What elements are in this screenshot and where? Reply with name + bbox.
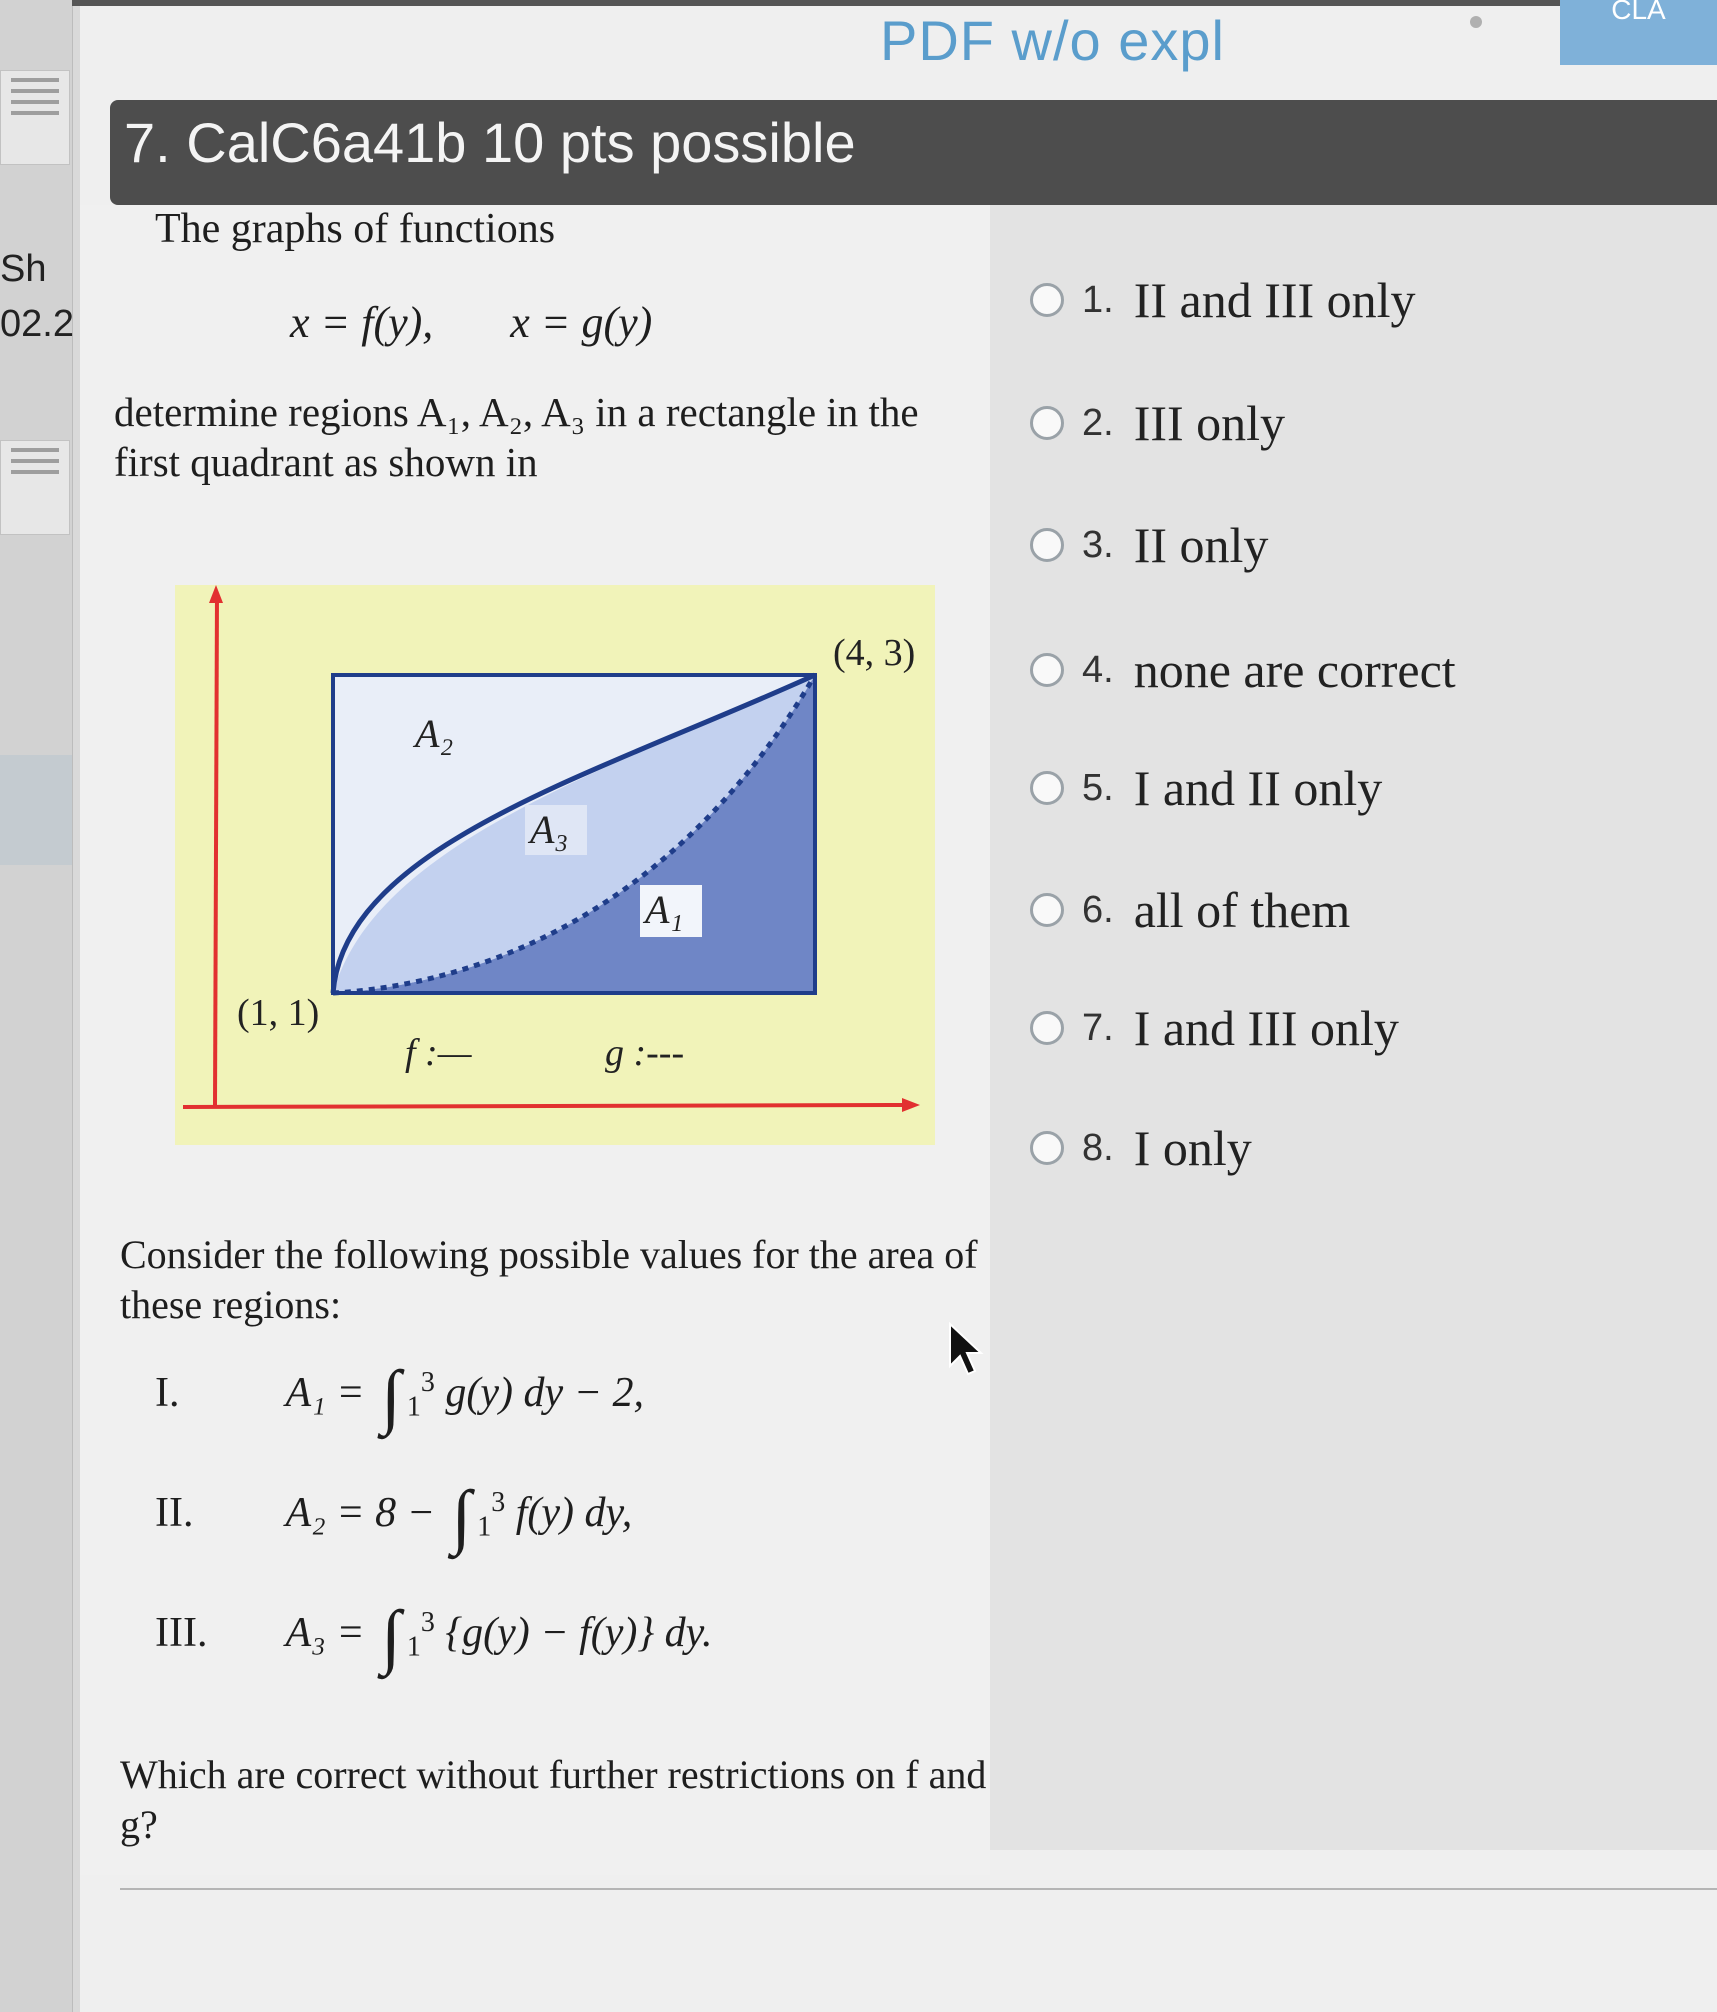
answer-number: 8. bbox=[1082, 1126, 1114, 1169]
answer-text: I only bbox=[1133, 1120, 1252, 1176]
intro-text: The graphs of functions bbox=[155, 206, 556, 252]
slide-thumbnail[interactable] bbox=[0, 440, 70, 535]
answer-number: 3. bbox=[1082, 523, 1114, 566]
bottom-divider bbox=[120, 1888, 1717, 1890]
radio-button[interactable] bbox=[1030, 283, 1064, 317]
statement-lhs: A₃ = bbox=[285, 1610, 365, 1656]
integral-upper: 3 bbox=[491, 1487, 506, 1518]
statement-lhs: A₂ = 8 − bbox=[285, 1490, 435, 1536]
question-header-bar bbox=[110, 100, 1717, 205]
sidebar-text-2: 02.2 bbox=[0, 303, 74, 345]
corner-label-top-right: (4, 3) bbox=[833, 632, 916, 674]
integral-sign: ∫ bbox=[381, 1356, 401, 1436]
answer-option-6[interactable] bbox=[1030, 880, 1350, 940]
top-tab[interactable]: CLA bbox=[1560, 0, 1717, 65]
answer-text: II and III only bbox=[1133, 272, 1416, 328]
integral-lower: 1 bbox=[477, 1511, 492, 1543]
legend-g: g :--- bbox=[605, 1032, 685, 1074]
function-definitions: x = f(y), x = g(y) bbox=[290, 298, 653, 347]
answer-number: 6. bbox=[1082, 888, 1114, 931]
consider-text: Consider the following possible values for the area of these regions: bbox=[120, 1232, 978, 1327]
answer-text: all of them bbox=[1133, 882, 1351, 938]
statement-1 bbox=[155, 1355, 644, 1438]
which-text: Which are correct without further restrictions on f and g? bbox=[120, 1752, 987, 1847]
radio-button[interactable] bbox=[1030, 771, 1064, 805]
answer-option-2[interactable] bbox=[1030, 393, 1285, 453]
answer-option-8[interactable] bbox=[1030, 1118, 1252, 1178]
statement-2 bbox=[155, 1475, 632, 1558]
integral-lower: 1 bbox=[406, 1631, 421, 1663]
top-strip bbox=[72, 0, 1717, 6]
answer-option-4[interactable] bbox=[1030, 640, 1456, 700]
answer-option-5[interactable] bbox=[1030, 758, 1382, 818]
statement-numeral: II. bbox=[155, 1490, 194, 1536]
radio-button[interactable] bbox=[1030, 653, 1064, 687]
answer-number: 1. bbox=[1082, 278, 1114, 321]
determine-text: determine regions A₁, A₂, A₃ in a rectangle in the first quadrant as shown in bbox=[114, 389, 919, 485]
answer-text: III only bbox=[1133, 395, 1286, 451]
answer-number: 7. bbox=[1082, 1006, 1114, 1049]
slide-thumbnail[interactable] bbox=[0, 70, 70, 165]
statement-integrand: f(y) dy, bbox=[515, 1490, 633, 1536]
answer-option-3[interactable] bbox=[1030, 515, 1268, 575]
answer-text: I and III only bbox=[1133, 1000, 1399, 1056]
integral-upper: 3 bbox=[420, 1607, 435, 1638]
left-sidebar bbox=[0, 0, 73, 2012]
answer-option-1[interactable] bbox=[1030, 270, 1416, 330]
sidebar-text-1: Sh bbox=[0, 248, 47, 290]
answer-number: 2. bbox=[1082, 401, 1114, 444]
statement-numeral: I. bbox=[155, 1370, 180, 1416]
legend-f: f :— bbox=[405, 1032, 472, 1074]
mouse-pointer-icon bbox=[948, 1322, 984, 1378]
answer-number: 4. bbox=[1082, 648, 1114, 691]
radio-button[interactable] bbox=[1030, 406, 1064, 440]
answer-number: 5. bbox=[1082, 766, 1114, 809]
answer-text: none are correct bbox=[1133, 642, 1456, 698]
answer-choices bbox=[990, 205, 1717, 1850]
label-a1: A₁ bbox=[645, 887, 684, 932]
label-a2: A₂ bbox=[415, 711, 454, 756]
answer-option-7[interactable] bbox=[1030, 998, 1399, 1058]
statement-integrand: {g(y) − f(y)} dy. bbox=[445, 1610, 713, 1656]
statement-lhs: A₁ = bbox=[285, 1370, 365, 1416]
x-axis bbox=[183, 1105, 910, 1107]
radio-button[interactable] bbox=[1030, 893, 1064, 927]
radio-button[interactable] bbox=[1030, 1011, 1064, 1045]
y-axis bbox=[215, 593, 217, 1105]
integral-lower: 1 bbox=[406, 1391, 421, 1423]
question-body bbox=[80, 205, 990, 1875]
statement-numeral: III. bbox=[155, 1610, 208, 1656]
statement-integrand: g(y) dy − 2, bbox=[445, 1370, 644, 1416]
pdf-header-label: PDF w/o expl bbox=[880, 9, 1225, 72]
integral-sign: ∫ bbox=[451, 1476, 472, 1556]
integral-upper: 3 bbox=[420, 1367, 435, 1398]
corner-label-bottom-left: (1, 1) bbox=[237, 992, 320, 1034]
answer-text: II only bbox=[1133, 517, 1269, 573]
statement-3 bbox=[155, 1595, 713, 1678]
label-a3: A₃ bbox=[530, 807, 569, 852]
sidebar-band bbox=[0, 755, 72, 865]
radio-button[interactable] bbox=[1030, 1131, 1064, 1165]
region-figure bbox=[175, 585, 935, 1165]
question-title: 7. CalC6a41b 10 pts possible bbox=[124, 111, 856, 174]
answer-text: I and II only bbox=[1133, 760, 1383, 816]
integral-sign: ∫ bbox=[381, 1596, 401, 1676]
radio-button[interactable] bbox=[1030, 528, 1064, 562]
status-dot bbox=[1470, 16, 1482, 28]
